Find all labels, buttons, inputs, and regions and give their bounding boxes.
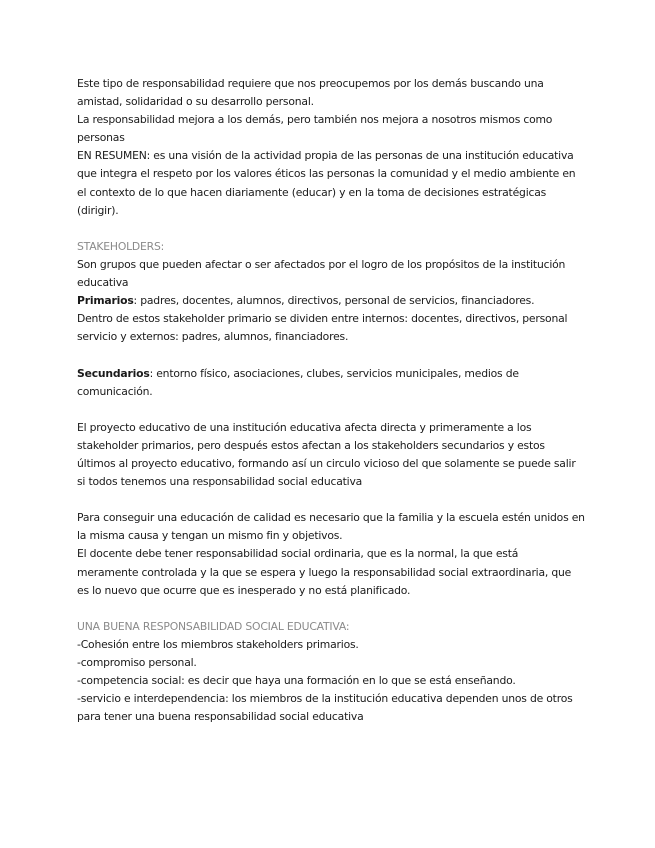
list-item: -Cohesión entre los miembros stakeholders primarios. <box>77 637 359 651</box>
document-page <box>77 75 585 726</box>
text-line: El proyecto educativo de una institución educativa afecta directa y primeramente a los <box>77 420 532 434</box>
text-line: Son grupos que pueden afectar o ser afectados por el logro de los propósitos de la institución <box>77 257 566 271</box>
text-line: La responsabilidad mejora a los demás, pero también nos mejora a nosotros mismos como <box>77 113 553 127</box>
text-line: personas <box>77 131 125 145</box>
intro-paragraph <box>77 75 582 220</box>
text-line: la misma causa y tengan un mismo fin y objetivos. <box>77 529 343 543</box>
text-line: EN RESUMEN: es una visión de la actividad propia de las personas de una institución educativa <box>77 149 574 163</box>
text-line: que integra el respeto por los valores éticos las personas la comunidad y el medio ambiente en <box>77 167 576 181</box>
text-line: El docente debe tener responsabilidad social ordinaria, que es la normal, la que está <box>77 547 519 561</box>
secundarios-label: Secundarios <box>77 366 150 380</box>
stakeholders-heading: STAKEHOLDERS: <box>77 239 165 253</box>
text-line: últimos al proyecto educativo, formando así un circulo vicioso del que solamente se puede salir <box>77 456 576 470</box>
stakeholders-definition <box>77 256 582 292</box>
quality-paragraph <box>77 509 585 599</box>
text-line: servicio y externos: padres, alumnos, financiadores. <box>77 330 349 344</box>
text-line: (dirigir). <box>77 203 119 217</box>
text-line: Dentro de estos stakeholder primario se dividen entre internos: docentes, directivos, personal <box>77 312 568 326</box>
list-item: -compromiso personal. <box>77 656 197 669</box>
text-line: stakeholder primarios, pero después estos afectan a los stakeholders secundarios y estos <box>77 438 545 452</box>
good-rse-list <box>77 636 582 726</box>
text-line: educativa <box>77 276 129 290</box>
text-line: Para conseguir una educación de calidad es necesario que la familia y la escuela estén unidos en <box>77 511 585 525</box>
paragraph-spacer <box>77 600 582 618</box>
paragraph-spacer <box>77 401 582 419</box>
text-line: Este tipo de responsabilidad requiere que nos preocupemos por los demás buscando una <box>77 77 544 90</box>
text-line: meramente controlada y la que se espera y luego la responsabilidad social extraordinaria, que <box>77 565 572 579</box>
secundarios-line <box>77 365 582 383</box>
list-item: -servicio e interdependencia: los miembros de la institución educativa dependen unos de otros <box>77 692 573 706</box>
text-line: amistad, solidaridad o su desarrollo personal. <box>77 95 314 109</box>
paragraph-spacer <box>77 220 582 238</box>
text-line: si todos tenemos una responsabilidad social educativa <box>77 475 363 489</box>
primarios-detail <box>77 310 582 346</box>
secundarios-text: : entorno físico, asociaciones, clubes, servicios municipales, medios de <box>149 366 519 380</box>
paragraph-spacer <box>77 491 582 509</box>
good-rse-heading: UNA BUENA RESPONSABILIDAD SOCIAL EDUCATIVA: <box>77 619 350 633</box>
list-item: para tener una buena responsabilidad social educativa <box>77 710 364 724</box>
text-line: es lo nuevo que ocurre que es inesperado y no está planificado. <box>77 583 411 597</box>
list-item: -competencia social: es decir que haya una formación en lo que se está enseñando. <box>77 674 516 688</box>
project-paragraph <box>77 419 582 491</box>
primarios-label: Primarios <box>77 294 134 308</box>
text-line: comunicación. <box>77 384 153 398</box>
paragraph-spacer <box>77 346 582 364</box>
primarios-text: : padres, docentes, alumnos, directivos, personal de servicios, financiadores. <box>133 294 535 308</box>
text-line: el contexto de lo que hacen diariamente (educar) y en la toma de decisiones estratégicas <box>77 185 547 199</box>
primarios-line <box>77 292 582 310</box>
